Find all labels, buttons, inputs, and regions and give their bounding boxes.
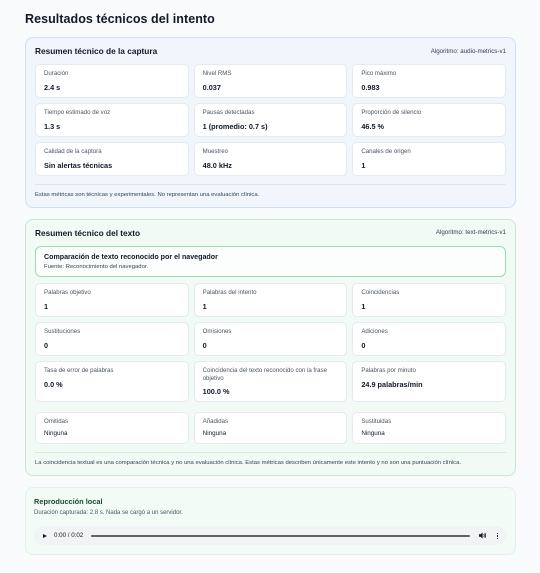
metric-value: 0	[361, 340, 366, 350]
metric-value: Sin alertas técnicas	[44, 160, 113, 170]
volume-icon[interactable]	[479, 532, 487, 539]
metric-label: Omisiones	[202, 327, 232, 335]
metric-voice-time	[35, 103, 189, 137]
metric-value: 1 (promedio: 0.7 s)	[202, 121, 268, 131]
metric-label: Coincidencias	[361, 288, 400, 296]
metric-substitutions	[35, 322, 189, 356]
divider	[35, 452, 506, 453]
metric-value: 0	[44, 340, 49, 350]
metric-label: Pico máximo	[361, 70, 397, 77]
metric-word-error-rate	[35, 361, 189, 403]
text-disclaimer: La coincidencia textual es una comparación técnica y no una evaluación clínica. Estas métricas describen únicamente este intento y no son una puntuación clínica.	[35, 460, 462, 467]
metric-attempt-words	[194, 283, 348, 317]
metric-target-words	[35, 283, 189, 317]
text-summary-title: Resumen técnico del texto	[35, 227, 141, 238]
recognition-comparison-box	[35, 246, 506, 277]
seek-bar[interactable]	[91, 535, 470, 537]
metric-silence-ratio	[352, 103, 506, 137]
metric-label: Calidad de la captura	[44, 147, 102, 155]
text-algorithm: Algoritmo: text-metrics-v1	[435, 229, 506, 237]
metric-label: Sustituciones	[44, 327, 81, 335]
metric-label: Palabras del intento	[202, 288, 257, 296]
metric-label: Nivel RMS	[202, 70, 232, 77]
metric-rms-level	[194, 64, 348, 98]
metric-label: Canales de origen	[361, 147, 411, 155]
omitted-words	[35, 412, 189, 444]
metric-label: Palabras objetivo	[44, 288, 91, 296]
list-label: Sustituidas	[361, 418, 392, 426]
substituted-words	[352, 412, 506, 444]
capture-algorithm: Algoritmo: audio-metrics-v1	[430, 47, 506, 55]
list-value: Ninguna	[361, 430, 385, 438]
metric-matches	[352, 283, 506, 317]
playback-title: Reproducción local	[34, 497, 103, 507]
metric-value: 0	[202, 340, 207, 350]
metric-duration	[35, 64, 189, 98]
text-summary-panel	[25, 219, 516, 477]
metric-label: Tiempo estimado de voz	[44, 108, 111, 116]
metric-pauses	[194, 103, 348, 137]
local-playback-panel	[25, 487, 516, 555]
metric-label: Proporción de silencio	[361, 108, 422, 116]
metric-channels	[352, 142, 506, 176]
metric-label: Adiciones	[361, 327, 388, 335]
play-icon[interactable]	[43, 534, 47, 538]
added-words	[194, 412, 348, 444]
list-value: Ninguna	[202, 430, 227, 438]
comparison-source: Fuente: Reconocimiento del navegador.	[44, 263, 149, 270]
playback-time: 0:00 / 0:02	[54, 532, 84, 540]
list-label: Añadidas	[202, 418, 229, 426]
playback-description: Duración capturada: 2.8 s. Nada se cargó a un servidor.	[34, 510, 183, 517]
list-label: Omitidas	[44, 418, 69, 426]
metric-text-match	[194, 361, 348, 403]
list-value: Ninguna	[44, 430, 68, 438]
metric-value: 48.0 kHz	[202, 160, 232, 170]
metric-label: Duración	[44, 70, 69, 77]
metric-words-per-minute	[352, 361, 506, 403]
metric-value: 1	[202, 301, 207, 311]
metric-value: 1.3 s	[44, 121, 61, 131]
metric-value: 1	[361, 160, 366, 170]
metric-capture-quality	[35, 142, 189, 176]
more-options-icon[interactable]	[496, 533, 499, 540]
metric-value: 0.983	[361, 82, 380, 92]
divider	[35, 184, 506, 185]
metric-label: Pausas detectadas	[202, 108, 255, 116]
page-title: Resultados técnicos del intento	[25, 12, 215, 26]
capture-disclaimer: Estas métricas son técnicas y experimentales. No representan una evaluación clínica.	[35, 191, 260, 198]
metric-label: Palabras por minuto	[361, 366, 416, 374]
capture-summary-title: Resumen técnico de la captura	[35, 46, 158, 56]
metric-additions	[352, 322, 506, 356]
capture-summary-panel	[25, 37, 516, 208]
comparison-title: Comparación de texto reconocido por el navegador	[44, 252, 218, 261]
metric-value: 100.0 %	[202, 387, 230, 397]
metric-label: Muestreo	[202, 147, 229, 155]
metric-value: 0.0 %	[44, 379, 63, 389]
metric-value: 46.5 %	[361, 121, 385, 131]
metric-peak	[352, 64, 506, 98]
metric-sample-rate	[194, 142, 348, 176]
metric-value: 0.037	[202, 82, 221, 92]
metric-label: Coincidencia del texto reconocido con la frase objetivo	[202, 366, 327, 382]
audio-player	[34, 526, 506, 545]
metric-value: 1	[44, 301, 49, 311]
metric-value: 2.4 s	[44, 82, 61, 92]
metric-value: 24.9 palabras/min	[361, 379, 423, 389]
metric-label: Tasa de error de palabras	[44, 366, 114, 374]
metric-value: 1	[361, 301, 366, 311]
metric-omissions	[194, 322, 348, 356]
